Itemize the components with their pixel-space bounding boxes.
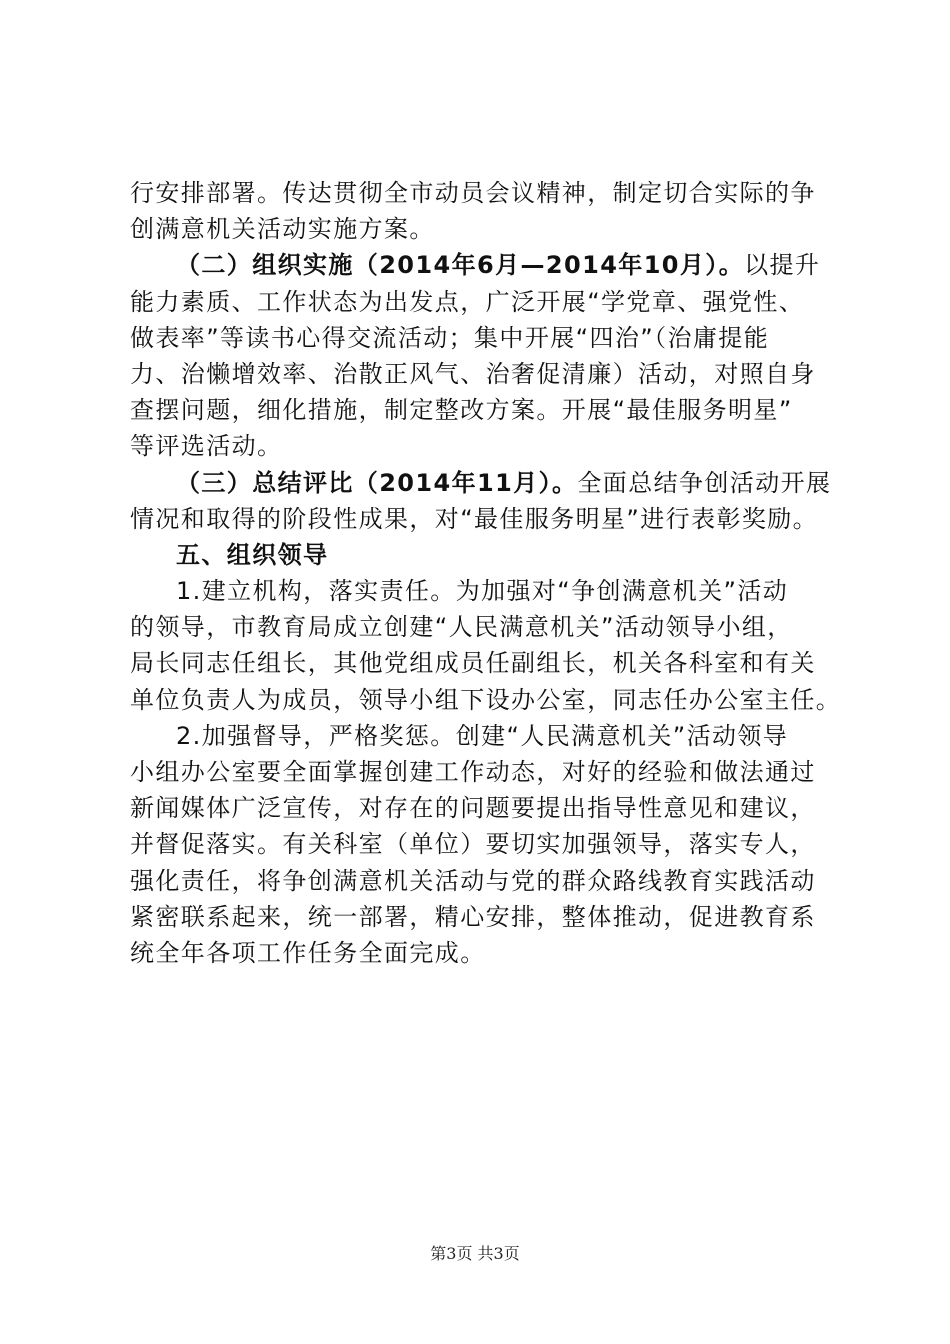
section-heading: （二）组织实施（2014年6月—2014年10月）。 xyxy=(176,251,745,280)
text-line: 2.加强督导，严格奖惩。创建“人民满意机关”活动领导 xyxy=(176,721,789,750)
text-line: 紧密联系起来，统一部署，精心安排，整体推动，促进教育系 xyxy=(130,902,816,931)
text-line: 并督促落实。有关科室（单位）要切实加强领导，落实专人， xyxy=(130,830,816,859)
text-line: 力、治懒增效率、治散正风气、治奢促清廉）活动，对照自身 xyxy=(130,359,816,388)
section-heading: （三）总结评比（2014年11月）。 xyxy=(176,468,578,497)
section-heading: 五、组织领导 xyxy=(176,540,329,569)
page-footer xyxy=(0,1241,950,1264)
text-line: 的领导，市教育局成立创建“人民满意机关”活动领导小组， xyxy=(130,613,793,642)
text-line: 单位负责人为成员，领导小组下设办公室，同志任办公室主任。 xyxy=(130,685,842,714)
text-line: 行安排部署。传达贯彻全市动员会议精神，制定切合实际的争 xyxy=(130,179,816,207)
text-line: 强化责任，将争创满意机关活动与党的群众路线教育实践活动 xyxy=(130,866,816,895)
text-line: 新闻媒体广泛宣传，对存在的问题要提出指导性意见和建议， xyxy=(130,794,816,823)
text-line: 查摆问题，细化措施，制定整改方案。开展“最佳服务明星” xyxy=(130,396,793,425)
text-line: 统全年各项工作任务全面完成。 xyxy=(130,938,486,967)
section-heading-line: （二）组织实施（2014年6月—2014年10月）。以提升 xyxy=(176,251,821,280)
document-body xyxy=(130,175,842,971)
text-line: 做表率”等读书心得交流活动；集中开展“四治”（治庸提能 xyxy=(130,323,770,352)
text-line: 情况和取得的阶段性成果，对“最佳服务明星”进行表彰奖励。 xyxy=(130,504,819,533)
text-line: 小组办公室要全面掌握创建工作动态，对好的经验和做法通过 xyxy=(130,758,816,786)
text-line: 局长同志任组长，其他党组成员任副组长，机关各科室和有关 xyxy=(130,649,816,678)
text-line: 1.建立机构，落实责任。为加强对“争创满意机关”活动 xyxy=(176,577,789,606)
text-line: 能力素质、工作状态为出发点，广泛开展“学党章、强党性、 xyxy=(130,287,805,316)
text-line: 等评选活动。 xyxy=(130,432,283,461)
text-line: 创满意机关活动实施方案。 xyxy=(130,215,435,244)
section-heading-line xyxy=(130,537,830,573)
page-number: 第3页 共3页 xyxy=(430,1244,520,1263)
section-heading-line: （三）总结评比（2014年11月）。全面总结争创活动开展 xyxy=(176,468,832,497)
